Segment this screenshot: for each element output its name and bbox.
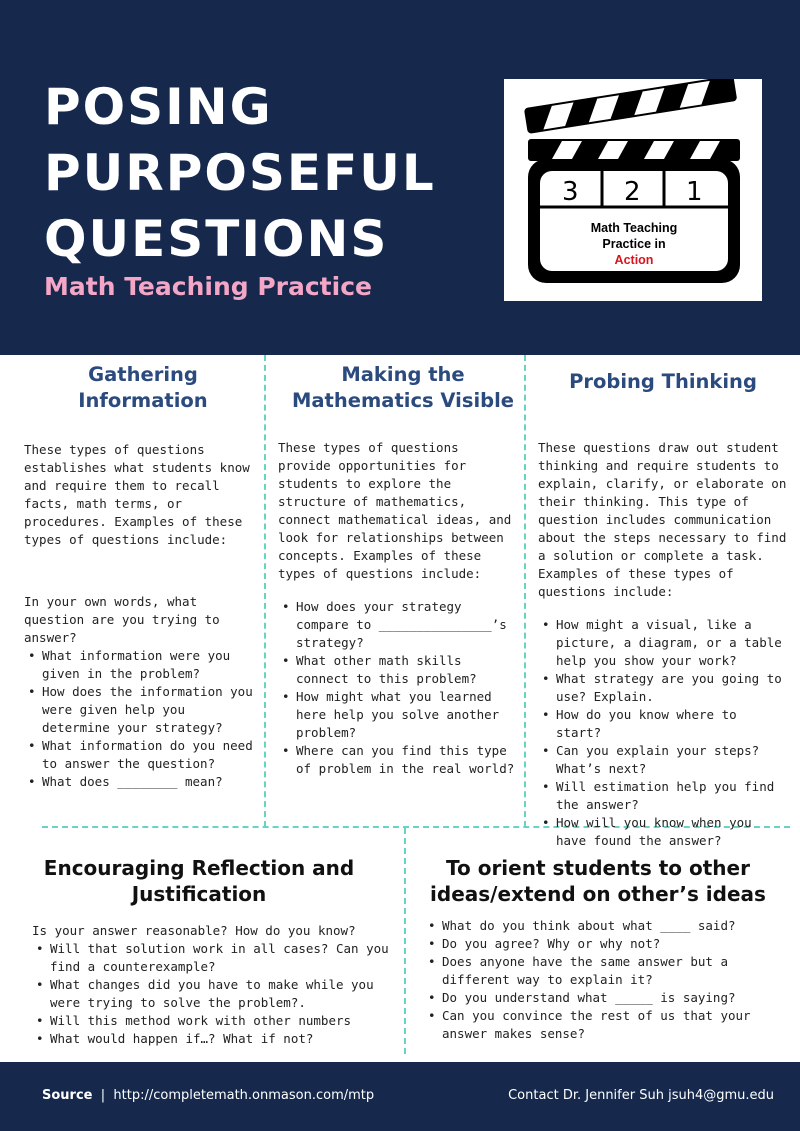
question-list: [24, 647, 256, 791]
list-item: • Will this method work with other numbers: [32, 1012, 392, 1030]
list-item: • Do you agree? Why or why not?: [424, 935, 788, 953]
divider-vertical-3: [404, 828, 406, 1054]
source-separator: |: [100, 1088, 106, 1103]
question-list: [538, 616, 788, 850]
list-item: • What strategy are you going to use? Explain.: [538, 670, 788, 706]
list-item: • What would happen if…? What if not?: [32, 1030, 392, 1048]
list-item: • Can you explain your steps? What’s next?: [538, 742, 788, 778]
list-item: • How might what you learned here help you solve another problem?: [278, 688, 516, 742]
column-probing-thinking: [538, 439, 788, 850]
page-title: POSING PURPOSEFUL QUESTIONS: [44, 78, 436, 268]
list-item: • Can you convince the rest of us that your answer makes sense?: [424, 1007, 788, 1043]
list-item: • Will estimation help you find the answer?: [538, 778, 788, 814]
section-heading-orient: To orient students to other ideas/extend on other’s ideas: [430, 856, 766, 906]
list-item: • What other math skills connect to this problem?: [278, 652, 516, 688]
question-list: [278, 598, 516, 778]
section-orient-students: [424, 917, 788, 1043]
column-intro: These types of questions establishes what students know and require them to recall facts, math terms, or procedures. Examples of these types of questions include:: [24, 442, 250, 547]
list-item: • Will that solution work in all cases? Can you find a counterexample?: [32, 940, 392, 976]
column-lead-question: In your own words, what question are you trying to answer?: [24, 594, 220, 645]
list-item: • Do you understand what _____ is saying?: [424, 989, 788, 1007]
list-item: • What information do you need to answer the question?: [24, 737, 256, 773]
section-heading-reflection: Encouraging Reflection and Justification: [43, 856, 355, 906]
section-reflection-justification: [32, 922, 392, 1048]
footer-source: [42, 1088, 374, 1103]
list-item: • How do you know where to start?: [538, 706, 788, 742]
footer-contact: Contact Dr. Jennifer Suh jsuh4@gmu.edu: [508, 1088, 774, 1103]
logo-caption: [540, 220, 728, 268]
list-item: • What information were you given in the problem?: [24, 647, 256, 683]
clapperboard-logo: [504, 79, 762, 301]
list-item: • How might a visual, like a picture, a diagram, or a table help you show your work?: [538, 616, 788, 670]
list-item: • How does your strategy compare to _______________’s strategy?: [278, 598, 516, 652]
column-intro: These questions draw out student thinking and require students to explain, clarify, or elaborate on their thinking. This type of question includes communication about the steps necessary to find a solution or complete a task. Examples of these types of questions include:: [538, 440, 787, 599]
list-item: • What do you think about what ____ said?: [424, 917, 788, 935]
list-item: • How does the information you were given help you determine your strategy?: [24, 683, 256, 737]
column-making-mathematics-visible: [278, 439, 516, 778]
logo-number-3: 3: [562, 177, 579, 207]
divider-vertical-1: [264, 355, 266, 827]
column-intro: These types of questions provide opportunities for students to explore the structure of mathematics, connect mathematical ideas, and look for relationships between concepts. Examples of these types of questions include:: [278, 440, 512, 581]
section-lead-question: Is your answer reasonable? How do you know?: [32, 923, 356, 938]
logo-caption-line2: Practice in: [602, 237, 666, 251]
column-heading-making-visible: Making the Mathematics Visible: [291, 363, 515, 412]
column-heading-probing: Probing Thinking: [569, 370, 757, 393]
source-url-link[interactable]: http://completemath.onmason.com/mtp: [113, 1088, 375, 1103]
divider-vertical-2: [524, 355, 526, 827]
list-item: • What does ________ mean?: [24, 773, 256, 791]
logo-number-2: 2: [624, 177, 641, 207]
header-banner: [0, 0, 800, 355]
list-item: • How will you know when you have found the answer?: [538, 814, 788, 850]
list-item: • Does anyone have the same answer but a different way to explain it?: [424, 953, 788, 989]
question-list: [424, 917, 788, 1043]
source-label: Source: [42, 1088, 93, 1103]
logo-caption-line1: Math Teaching: [590, 221, 678, 235]
logo-number-1: 1: [686, 177, 703, 207]
question-list: [32, 940, 392, 1048]
list-item: • What changes did you have to make while you were trying to solve the problem?.: [32, 976, 392, 1012]
column-gathering-information: [24, 441, 256, 791]
column-heading-gathering: Gathering Information: [78, 363, 208, 412]
footer: [0, 1062, 800, 1131]
page-subtitle: Math Teaching Practice: [44, 272, 372, 301]
list-item: • Where can you find this type of problem in the real world?: [278, 742, 516, 778]
logo-caption-line3: Action: [614, 253, 654, 267]
